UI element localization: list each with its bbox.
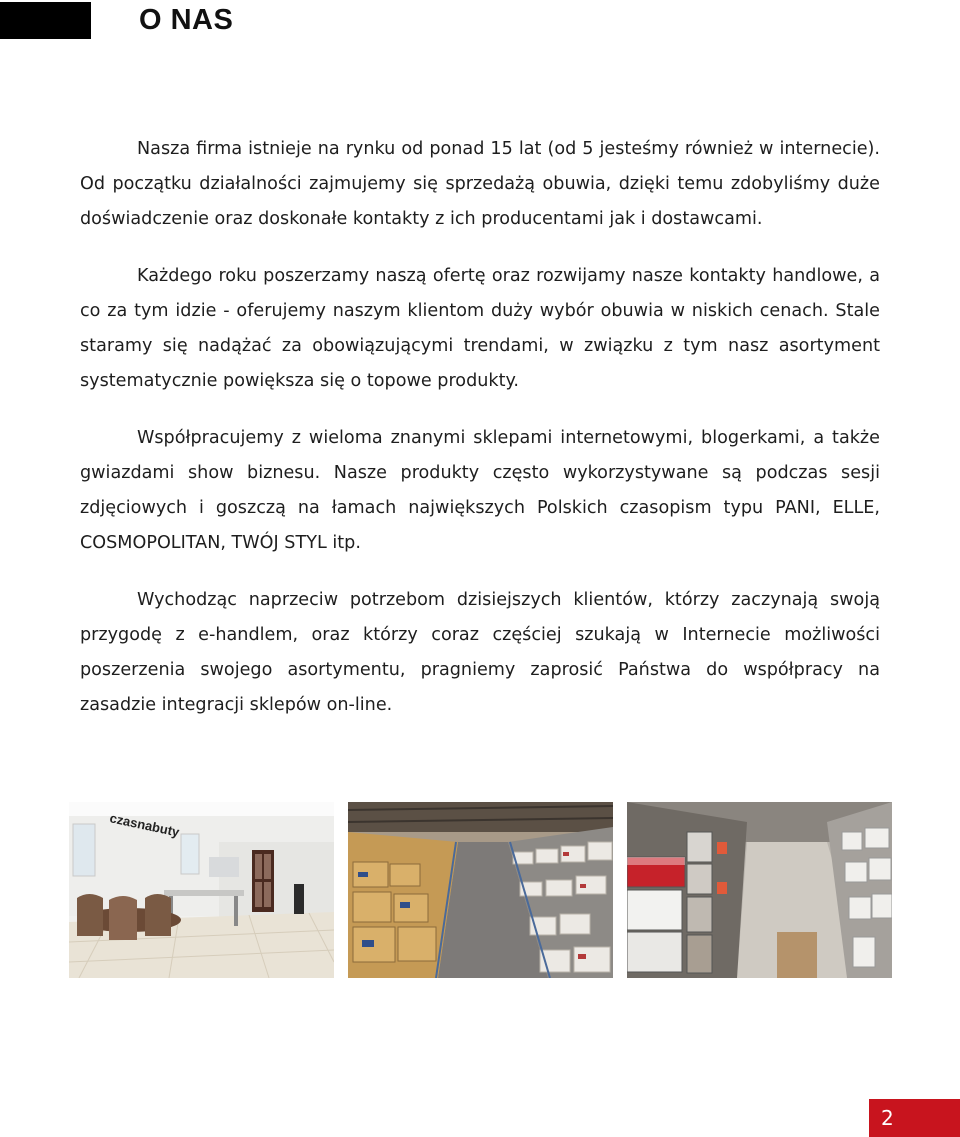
photo-gallery [69, 802, 892, 978]
header-accent-bar [0, 2, 91, 39]
office-sign: czasnabuty [108, 810, 181, 840]
about-text [80, 132, 880, 745]
shelves-photo [627, 802, 892, 978]
paragraph-3: Współpracujemy z wieloma znanymi sklepami internetowymi, blogerkami, a także gwiazdami show biznesu. Nasze produkty często wykorzystywane są podczas sesji zdjęciowych i goszczą na łamach największych Polskich czasopism typu PANI, ELLE, COSMOPOLITAN, TWÓJ STYL itp. [80, 428, 880, 553]
office-photo [69, 802, 334, 978]
page-title: O NAS [139, 4, 234, 36]
paragraph-4: Wychodząc naprzeciw potrzebom dzisiejszych klientów, którzy zaczynają swoją przygodę z e-handlem, oraz którzy coraz częściej szukają w Internecie możliwości poszerzenia swojego asortymentu, pragniemy zaprosić Państwa do współpracy na zasadzie integracji sklepów on-line. [80, 590, 880, 715]
paragraph-2: Każdego roku poszerzamy naszą ofertę oraz rozwijamy nasze kontakty handlowe, a co za tym idzie - oferujemy naszym klientom duży wybór obuwia w niskich cenach. Stale staramy się nadążać za obowiązującymi trendami, w związku z tym nasz asortyment systematycznie powiększa się o topowe produkty. [80, 266, 880, 391]
page-number-badge: 2 [869, 1099, 960, 1137]
paragraph-1: Nasza firma istnieje na rynku od ponad 15 lat (od 5 jesteśmy również w internecie). Od początku działalności zajmujemy się sprzedażą obuwia, dzięki temu zdobyliśmy duże doświadczenie oraz doskonałe kontakty z ich producentami jak i dostawcami. [80, 139, 880, 229]
warehouse-photo [348, 802, 613, 978]
